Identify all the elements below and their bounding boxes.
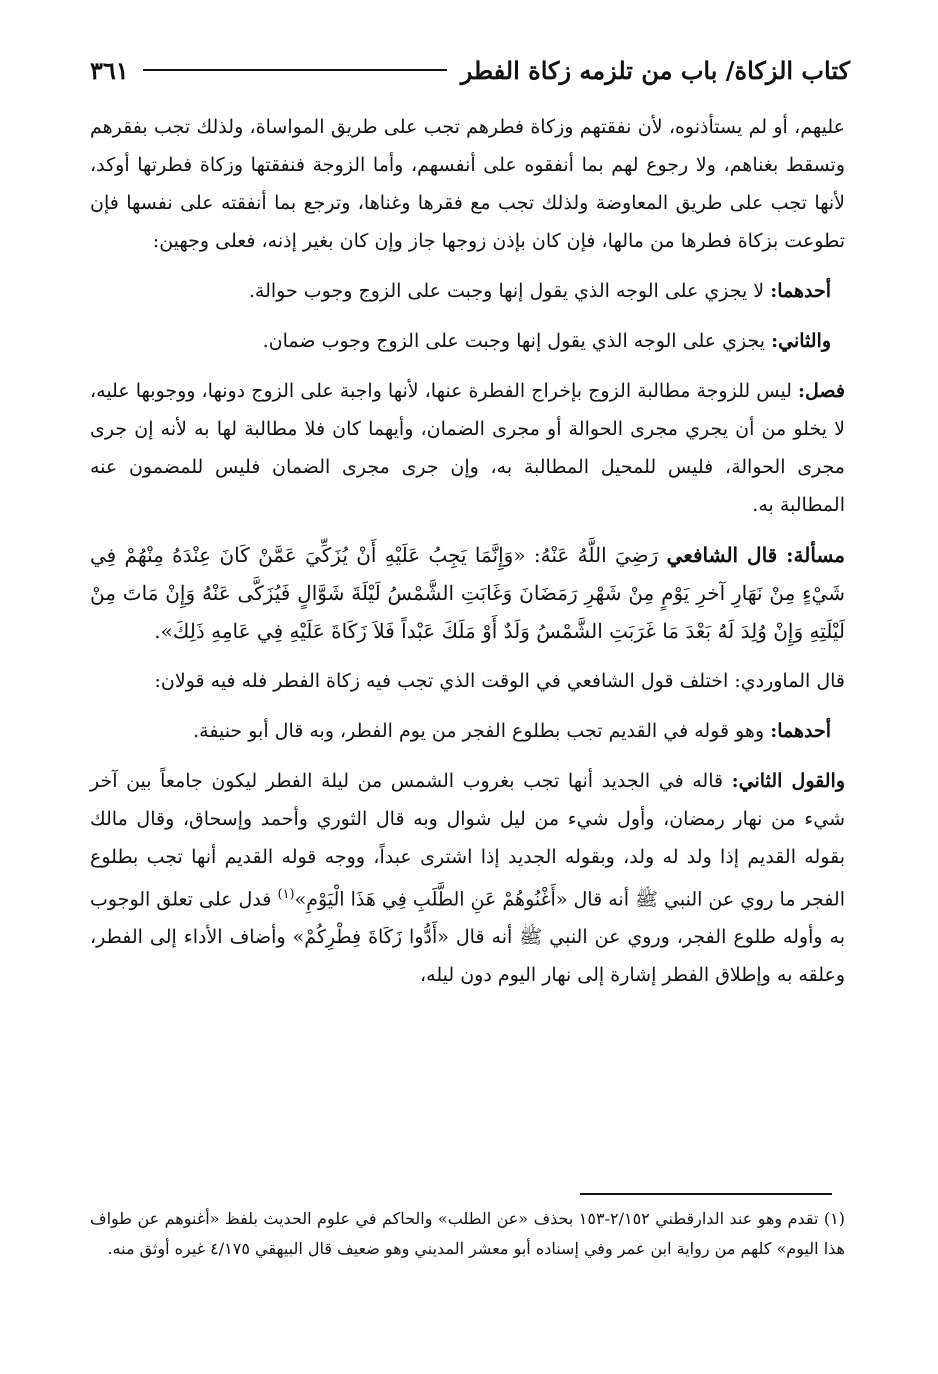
footnote-divider <box>580 1193 832 1195</box>
paragraph-lead: فصل: <box>798 380 845 402</box>
paragraph <box>90 536 845 650</box>
paragraph <box>90 762 845 994</box>
page-header <box>90 50 850 90</box>
paragraph-lead: أحدهما: <box>770 720 831 742</box>
paragraph-text: فدل على تعلق الوجوب به وأوله طلوع الفجر، وروي عن النبي ﷺ أنه قال «أَدُّوا زَكَاةَ فِطْرِكُمْ» وأضاف الأداء إلى الفطر، وعلقه به وإطلاق الفطر إشارة إلى نهار اليوم دون ليله، <box>90 888 845 987</box>
paragraph-lead: مسألة: قال الشافعي <box>666 543 846 567</box>
footnote-text: تقدم وهو عند الدارقطني ٢/١٥٢-١٥٣ بحذف «عن الطلب» والحاكم في علوم الحديث بلفظ «أغنوهم عن طواف هذا اليوم» كلهم من رواية ابن عمر وفي إسناده أبو معشر المديني وهو ضعيف قال البيهقي ٤/١٧٥ غيره أوثق منه. <box>90 1209 845 1258</box>
paragraph-text: لا يجزي على الوجه الذي يقول إنها وجبت على الزوج وجوب حوالة. <box>248 280 765 302</box>
paragraph <box>90 712 845 750</box>
paragraph-lead: والقول الثاني: <box>731 770 846 792</box>
paragraph-lead: أحدهما: <box>770 280 831 302</box>
paragraph <box>90 322 845 360</box>
footnote-number: (١) <box>823 1209 845 1228</box>
paragraph-lead: والثاني: <box>771 330 831 352</box>
page-number: ٣٦١ <box>90 55 129 85</box>
paragraph <box>90 662 845 700</box>
header-rule <box>143 69 447 71</box>
page-body <box>90 108 845 1006</box>
running-title: كتاب الزكاة/ باب من تلزمه زكاة الفطر <box>460 55 850 85</box>
footnote-marker: (١) <box>277 887 295 902</box>
paragraph-text: ليس للزوجة مطالبة الزوج بإخراج الفطرة عنها، لأنها واجبة على الزوج دونها، ووجوبها عليه، لا يخلو من أن يجري مجرى الحوالة أو مجرى الضمان، وأيهما كان فلا مطالبة لها به لأنه إن جرى مجرى الحوالة، فليس للمحيل المطالبة به، وإن جرى مجرى الضمان فليس للمضمون عنه المطالبة به. <box>90 380 845 516</box>
paragraph-text: عليهم، أو لم يستأذنوه، لأن نفقتهم وزكاة فطرهم تجب على طريق المواساة، ولذلك تجب بفقرهم وتسقط بغناهم، ولا رجوع لهم بما أنفقوه على أنفسهم، وأما الزوجة فنفقتها وزكاة فطرتها أوكد، لأنها تجب على طريق المعاوضة ولذلك تجب مع فقرها وغناها، وترجع بما أنفقته على نفسها فإن تطوعت بزكاة فطرها من مالها، فإن كان بإذن زوجها جاز وإن كان بغير إذنه، فعلى وجهين: <box>90 116 845 252</box>
paragraph-text: قاله في الجديد أنها تجب بغروب الشمس من ليلة الفطر ليكون جامعاً بين آخر شيء من نهار رمضان، وأول شيء من ليل شوال وبه قال الثوري وأحمد وإسحاق، وقال مالك بقوله القديم إذا ولد له ولد، وبقوله الجديد إذا اشترى عبداً، ووجه قوله القديم أنها تجب بطلوع الفجر ما روي عن النبي ﷺ أنه قال «أَغْنُوهُمْ عَنِ الطَّلَبِ فِي هَذَا الْيَوْمِ» <box>90 770 845 911</box>
paragraph-text: رَضِيَ اللَّهُ عَنْهُ: «وَإِنَّمَا يَجِبُ عَلَيْهِ أَنْ يُزَكِّيَ عَمَّنْ كَانَ عِنْدَهُ مِنْهُمْ فِي شَيْءٍ مِنْ نَهَارِ آخرِ يَوْمٍ مِنْ شَهْرِ رَمَضَانَ وَغَابَتِ الشَّمْسُ لَيْلَةَ شَوَّالٍ فَيُزَكَّى عَنْهُ وَإِنْ مَاتَ مِنْ لَيْلَتِهِ وَإِنْ وُلِدَ لَهُ بَعْدَ مَا غَرَبَتِ الشَّمْسُ وَلَدٌ أَوْ مَلَكَ عَبْداً فَلاَ زَكَاةَ عَلَيْهِ فِي عَامِهِ ذَلِكَ». <box>90 543 845 643</box>
paragraph <box>90 372 845 524</box>
paragraph-text: قال الماوردي: اختلف قول الشافعي في الوقت الذي تجب فيه زكاة الفطر فله فيه قولان: <box>154 670 845 692</box>
footnotes <box>90 1204 845 1264</box>
paragraph-text: يجزي على الوجه الذي يقول إنها وجبت على الزوج وجوب ضمان. <box>262 330 766 352</box>
paragraph <box>90 272 845 310</box>
paragraph-text: وهو قوله في القديم تجب بطلوع الفجر من يوم الفطر، وبه قال أبو حنيفة. <box>193 720 765 742</box>
paragraph <box>90 108 845 260</box>
